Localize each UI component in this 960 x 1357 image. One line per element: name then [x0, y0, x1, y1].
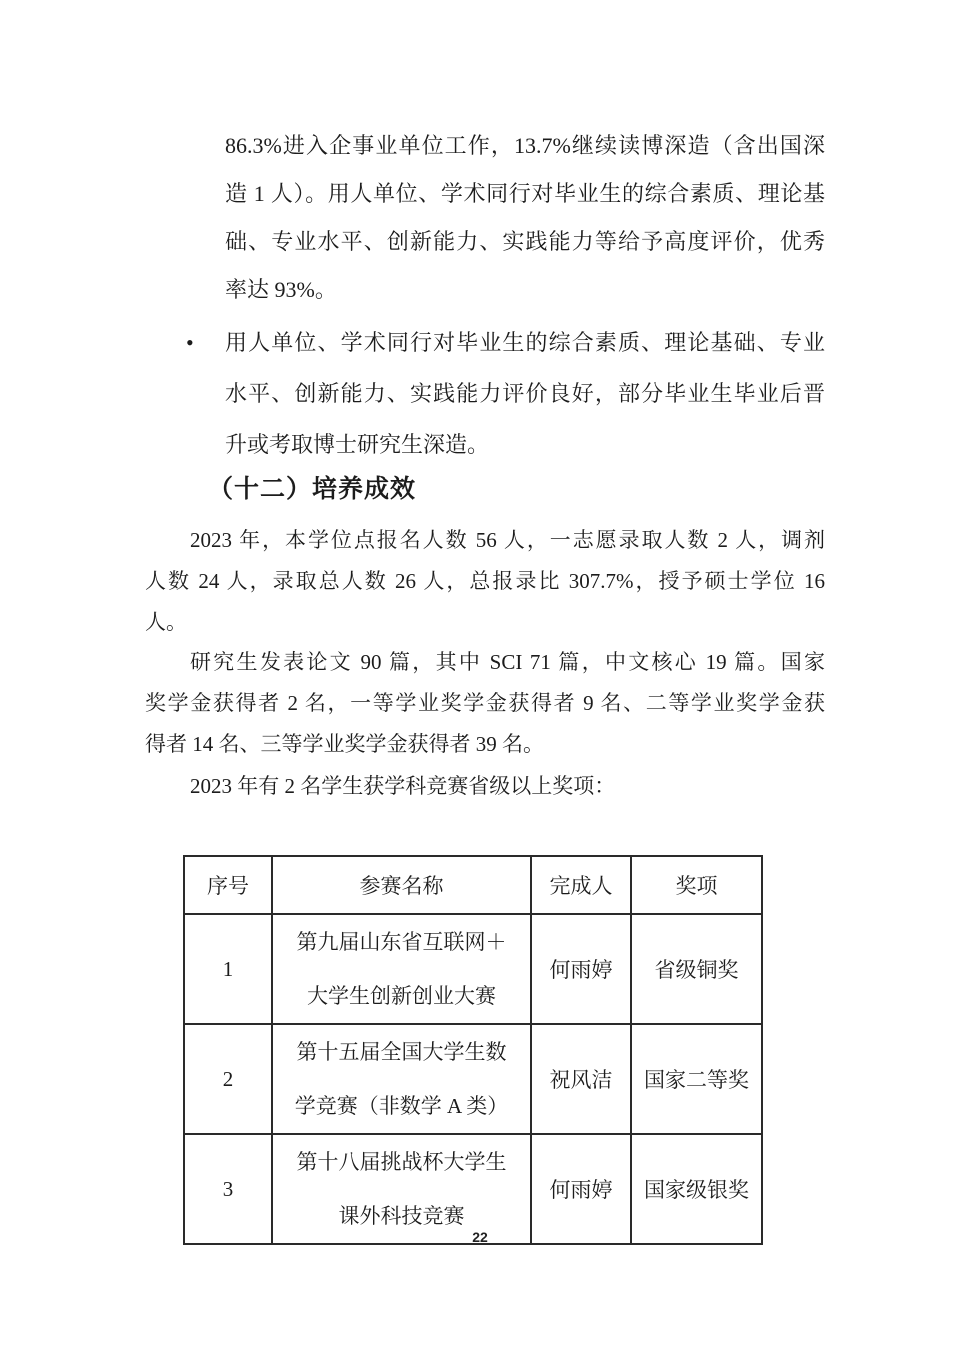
table-header-cell-no: 序号 — [184, 856, 272, 914]
paragraph-line: 升或考取博士研究生深造。 — [225, 432, 490, 457]
table-cell-line: 学竞赛（非数学 A 类） — [294, 1094, 509, 1118]
paragraph-line: 86.3%进入企事业单位工作，13.7%继续读博深造（含出国深 — [225, 133, 825, 158]
table-cell-competition — [272, 914, 531, 1024]
table-cell-line: 课外科技竞赛 — [338, 1204, 465, 1228]
bullet-icon: • — [186, 330, 194, 355]
table-row — [184, 1024, 762, 1134]
paragraph-admissions — [145, 520, 825, 643]
table-row — [184, 1134, 762, 1244]
table-cell-award: 国家二等奖 — [631, 1024, 762, 1134]
paragraph-line: 础、专业水平、创新能力、实践能力等给予高度评价，优秀 — [225, 229, 825, 254]
paragraph-line: 率达 93%。 — [225, 277, 337, 302]
table-header-cell-person: 完成人 — [531, 856, 631, 914]
paragraph-line: 得者 14 名、三等学业奖学金获得者 39 名。 — [145, 732, 544, 756]
paragraph-publications — [145, 642, 825, 765]
table-cell-line: 第九届山东省互联网＋ — [296, 930, 507, 954]
paragraph-line: 2023 年，本学位点报名人数 56 人，一志愿录取人数 2 人，调剂 — [190, 528, 825, 552]
table-header-cell-competition: 参赛名称 — [272, 856, 531, 914]
table-cell-competition — [272, 1134, 531, 1244]
table-header-cell-award: 奖项 — [631, 856, 762, 914]
table-cell-award: 省级铜奖 — [631, 914, 762, 1024]
paragraph-continuation — [225, 122, 825, 314]
table-cell-no: 2 — [184, 1024, 272, 1134]
table-cell-person: 祝风洁 — [531, 1024, 631, 1134]
table-cell-line: 第十八届挑战杯大学生 — [296, 1150, 507, 1174]
awards-table — [183, 855, 763, 1245]
paragraph-line: 人。 — [145, 610, 187, 634]
paragraph-line: 奖学金获得者 2 名，一等学业奖学金获得者 9 名、二等学业奖学金获 — [145, 691, 825, 715]
table-cell-no: 3 — [184, 1134, 272, 1244]
bullet-item — [225, 317, 825, 470]
table-cell-person: 何雨婷 — [531, 1134, 631, 1244]
section-heading: （十二）培养成效 — [208, 476, 417, 503]
paragraph-line: 研究生发表论文 90 篇，其中 SCI 71 篇，中文核心 19 篇。国家 — [190, 650, 825, 674]
paragraph-line: 水平、创新能力、实践能力评价良好，部分毕业生毕业后晋 — [225, 381, 825, 406]
table-row — [184, 914, 762, 1024]
paragraph-awards-intro — [145, 766, 825, 807]
paragraph-line: 用人单位、学术同行对毕业生的综合素质、理论基础、专业 — [225, 330, 825, 355]
paragraph-line: 造 1 人）。用人单位、学术同行对毕业生的综合素质、理论基 — [225, 181, 825, 206]
page-number: 22 — [472, 1229, 488, 1245]
table-cell-person: 何雨婷 — [531, 914, 631, 1024]
table-header-row — [184, 856, 762, 914]
table-cell-no: 1 — [184, 914, 272, 1024]
table-cell-award: 国家级银奖 — [631, 1134, 762, 1244]
table-cell-competition — [272, 1024, 531, 1134]
table-cell-line: 大学生创新创业大赛 — [307, 984, 496, 1008]
paragraph-line: 人数 24 人，录取总人数 26 人，总报录比 307.7%，授予硕士学位 16 — [145, 569, 825, 593]
table-cell-line: 第十五届全国大学生数 — [296, 1040, 507, 1064]
paragraph-line: 2023 年有 2 名学生获学科竞赛省级以上奖项： — [190, 774, 616, 798]
